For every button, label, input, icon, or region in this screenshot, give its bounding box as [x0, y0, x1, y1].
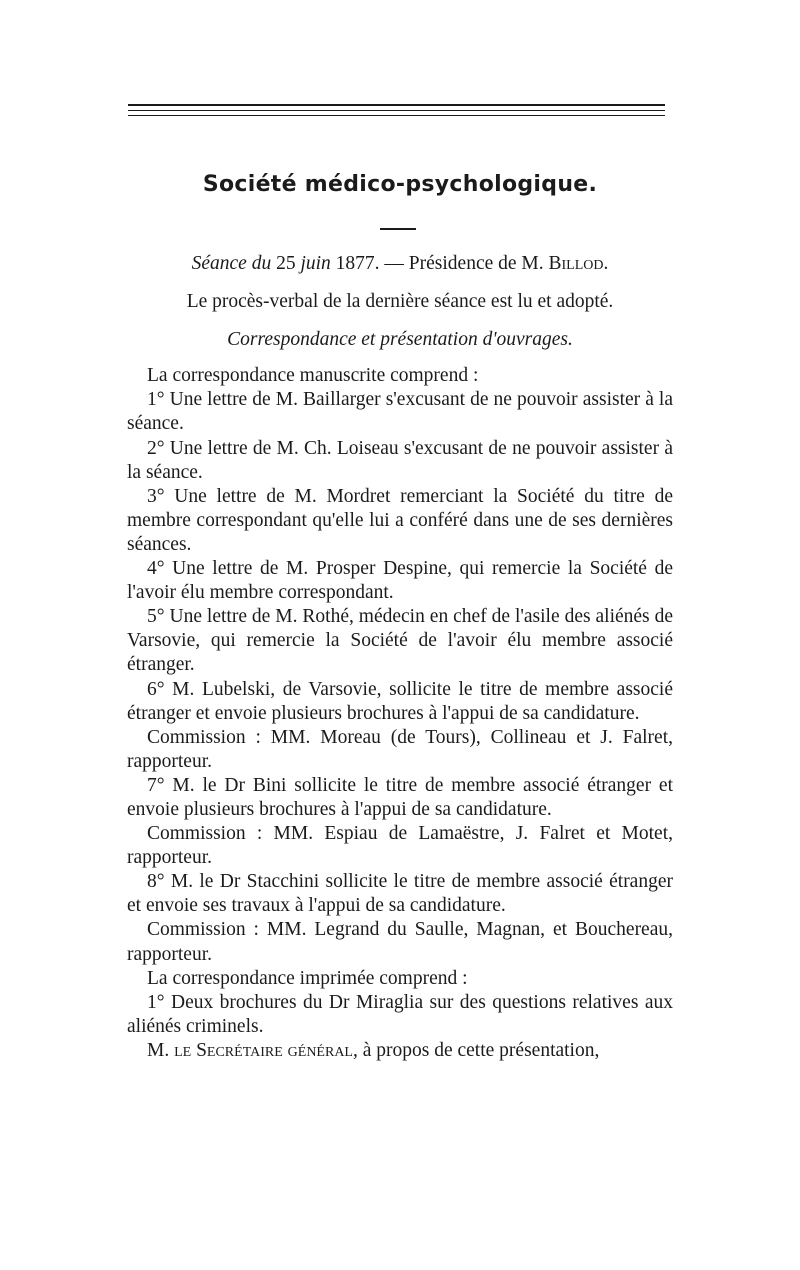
paragraph: 1° Deux brochures du Dr Miraglia sur des questions relatives aux aliénés criminels.: [127, 991, 673, 1037]
paragraph: Commission : MM. Legrand du Saulle, Magnan, et Bouchereau, rapporteur.: [127, 919, 673, 965]
paragraph: Commission : MM. Moreau (de Tours), Collineau et J. Falret, rapporteur.: [127, 726, 673, 772]
session-month: juin: [300, 253, 331, 274]
session-line: [127, 252, 673, 276]
top-rule: [128, 115, 665, 116]
paragraph: 3° Une lettre de M. Mordret remerciant la Société du titre de membre correspondant qu'elle lui a conféré dans une de ses dernières séances.: [127, 485, 673, 555]
section-heading: Correspondance et présentation d'ouvrages.: [227, 329, 573, 351]
title-divider: [380, 228, 416, 230]
paragraph: Commission : MM. Espiau de Lamaëstre, J. Falret et Motet, rapporteur.: [127, 823, 673, 869]
document-body: [127, 252, 673, 1063]
paragraph: 1° Une lettre de M. Baillarger s'excusant de ne pouvoir assister à la séance.: [127, 389, 673, 435]
top-rule: [128, 104, 665, 106]
page-title: Société médico-psychologique.: [202, 172, 598, 197]
paragraph: 5° Une lettre de M. Rothé, médecin en chef de l'asile des aliénés de Varsovie, qui remercie la Société de l'avoir élu membre associé étranger.: [127, 606, 673, 676]
paragraph: [127, 1039, 673, 1063]
session-date-label: Séance du: [191, 253, 272, 274]
paragraph: La correspondance imprimée comprend :: [147, 967, 468, 989]
paragraph: La correspondance manuscrite comprend :: [147, 365, 479, 387]
paragraph: 6° M. Lubelski, de Varsovie, sollicite le titre de membre associé étranger et envoie plusieurs brochures à l'appui de sa candidature.: [127, 678, 673, 724]
paragraph-text: à propos de cette présentation,: [357, 1039, 600, 1061]
speaker-name: M. le Secrétaire général,: [147, 1039, 358, 1061]
paragraph: 2° Une lettre de M. Ch. Loiseau s'excusant de ne pouvoir assister à la séance.: [127, 437, 673, 483]
session-year-presidence: 1877. — Présidence de M.: [330, 253, 549, 274]
top-rule: [128, 110, 665, 111]
minutes-line: Le procès-verbal de la dernière séance est lu et adopté.: [186, 291, 614, 313]
paragraph: 4° Une lettre de M. Prosper Despine, qui remercie la Société de l'avoir élu membre correspondant.: [127, 558, 673, 604]
paragraph: 7° M. le Dr Bini sollicite le titre de membre associé étranger et envoie plusieurs brochures à l'appui de sa candidature.: [127, 774, 673, 820]
paragraph: 8° M. le Dr Stacchini sollicite le titre de membre associé étranger et envoie ses travaux à l'appui de sa candidature.: [127, 871, 673, 917]
session-president: Billod.: [548, 253, 609, 274]
session-day: 25: [271, 253, 301, 274]
